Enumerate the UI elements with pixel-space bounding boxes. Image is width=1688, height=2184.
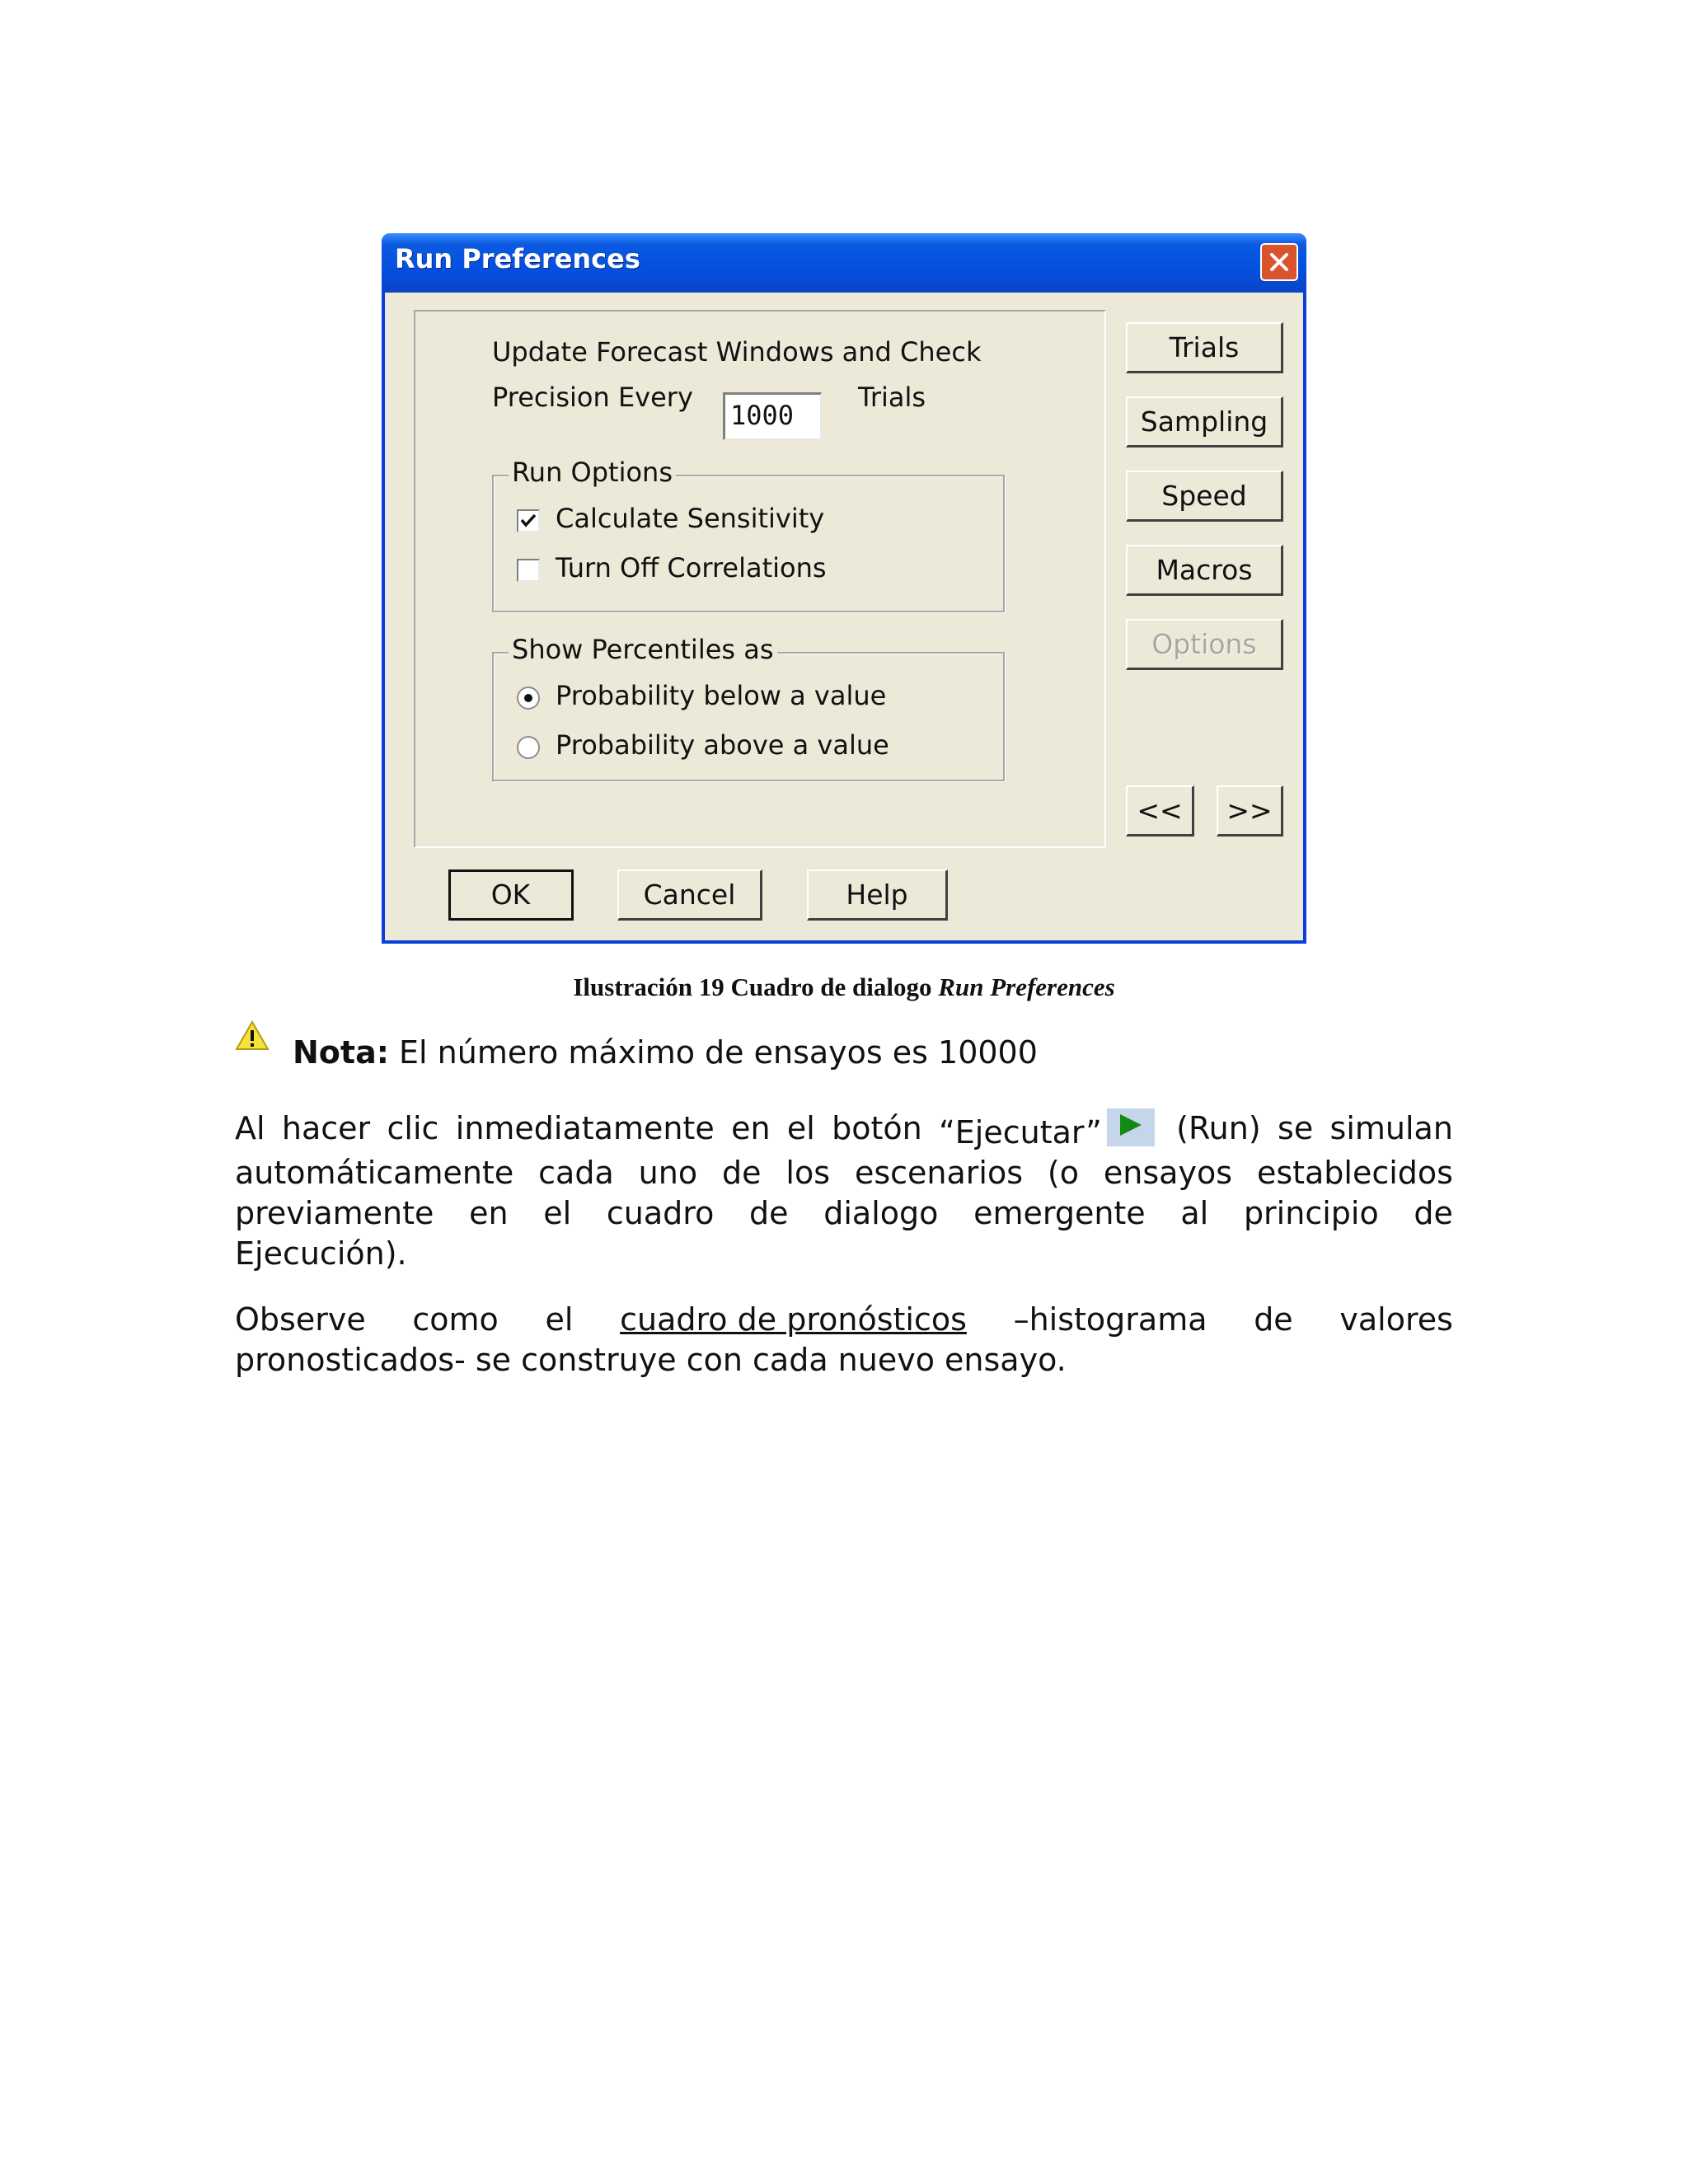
calculate-sensitivity-label[interactable]: Calculate Sensitivity [556,503,825,534]
sampling-button[interactable]: Sampling [1126,396,1283,448]
word: Al [235,1110,265,1146]
warning-icon [235,1020,270,1052]
title-bar[interactable] [382,233,1306,293]
word: hacer [281,1110,371,1146]
update-label-line1: Update Forecast Windows and Check [492,336,982,368]
word: uno [638,1155,698,1191]
close-button[interactable] [1260,243,1298,281]
percentiles-legend: Show Percentiles as [509,634,777,665]
percentiles-group [492,634,1005,781]
dialog-title: Run Preferences [395,243,640,274]
word: (o [1047,1155,1079,1191]
word: Ejecución). [235,1235,407,1272]
main-panel [414,310,1106,848]
help-button[interactable]: Help [807,869,948,921]
note [293,1034,1038,1071]
word: simulan [1329,1110,1453,1146]
probability-below-radio[interactable] [517,687,540,710]
options-button[interactable]: Options [1126,619,1283,670]
note-text: El número máximo de ensayos es 10000 [399,1034,1038,1071]
word: botón [832,1110,922,1146]
paragraph-forecast [235,1300,1453,1380]
word: los [785,1155,831,1191]
turn-off-correlations-label[interactable]: Turn Off Correlations [556,552,827,583]
word: el [543,1195,572,1231]
paragraph-run-line-2 [235,1153,1453,1193]
word: dialogo [823,1195,939,1231]
update-label-line2-prefix: Precision Every [492,382,693,413]
word: el [786,1110,815,1146]
paragraph-forecast-line-2 [235,1340,1453,1380]
trials-every-input[interactable]: 1000 [723,392,822,440]
run-play-icon [1107,1108,1155,1146]
probability-above-radio[interactable] [517,736,540,759]
word: automáticamente [235,1155,514,1191]
word: de [1414,1195,1453,1231]
note-label: Nota: [293,1034,389,1071]
probability-below-label[interactable]: Probability below a value [556,680,887,711]
word: emergente [973,1195,1146,1231]
caption-italic: Run Preferences [938,972,1115,1001]
ok-button[interactable]: OK [448,869,574,921]
forecast-window-link[interactable]: cuadro de pronósticos [620,1301,967,1338]
run-options-legend: Run Options [509,457,676,488]
word: Observe [235,1301,366,1338]
play-icon [1118,1113,1143,1140]
turn-off-correlations-checkbox[interactable] [517,559,540,582]
macros-button[interactable]: Macros [1126,545,1283,596]
run-preferences-dialog [382,233,1306,944]
figure-caption [0,972,1688,1002]
word: “Ejecutar” [939,1114,1102,1151]
sentence: pronosticados- se construye con cada nuevo ensayo. [235,1342,1067,1378]
update-label-line2-suffix: Trials [858,382,926,413]
radio-selected-dot [524,694,532,702]
speed-button[interactable]: Speed [1126,471,1283,522]
calculate-sensitivity-checkbox[interactable] [517,509,540,532]
word: de [1254,1301,1293,1338]
word: en [469,1195,509,1231]
previous-button[interactable]: << [1126,785,1194,837]
word: de [722,1155,762,1191]
cancel-button[interactable]: Cancel [617,869,762,921]
word: valores [1339,1301,1453,1338]
paragraph-run-line-4 [235,1234,1453,1274]
word-with-icon [939,1108,1160,1153]
trials-button[interactable]: Trials [1126,322,1283,373]
paragraph-run-line-1 [235,1108,1453,1153]
close-icon [1269,252,1289,272]
word: el [545,1301,574,1338]
word: establecidos [1256,1155,1453,1191]
word: principio [1243,1195,1379,1231]
run-options-group [492,457,1005,612]
word: –histograma [1013,1301,1207,1338]
paragraph-run-line-3 [235,1193,1453,1234]
word: como [412,1301,499,1338]
probability-above-label[interactable]: Probability above a value [556,729,889,761]
paragraph-run [235,1108,1453,1274]
word: en [731,1110,771,1146]
word: ensayos [1103,1155,1233,1191]
next-button[interactable]: >> [1217,785,1283,837]
word: al [1180,1195,1209,1231]
checkmark-icon [518,511,538,531]
word: cuadro [606,1195,715,1231]
word: de [749,1195,789,1231]
word: se [1278,1110,1314,1146]
paragraph-forecast-line-1 [235,1300,1453,1340]
word: previamente [235,1195,434,1231]
word: inmediatamente [455,1110,715,1146]
word: (Run) [1176,1110,1261,1146]
word: clic [387,1110,439,1146]
word: cada [538,1155,614,1191]
caption-prefix: Ilustración 19 Cuadro de dialogo [573,972,932,1001]
word: escenarios [854,1155,1023,1191]
